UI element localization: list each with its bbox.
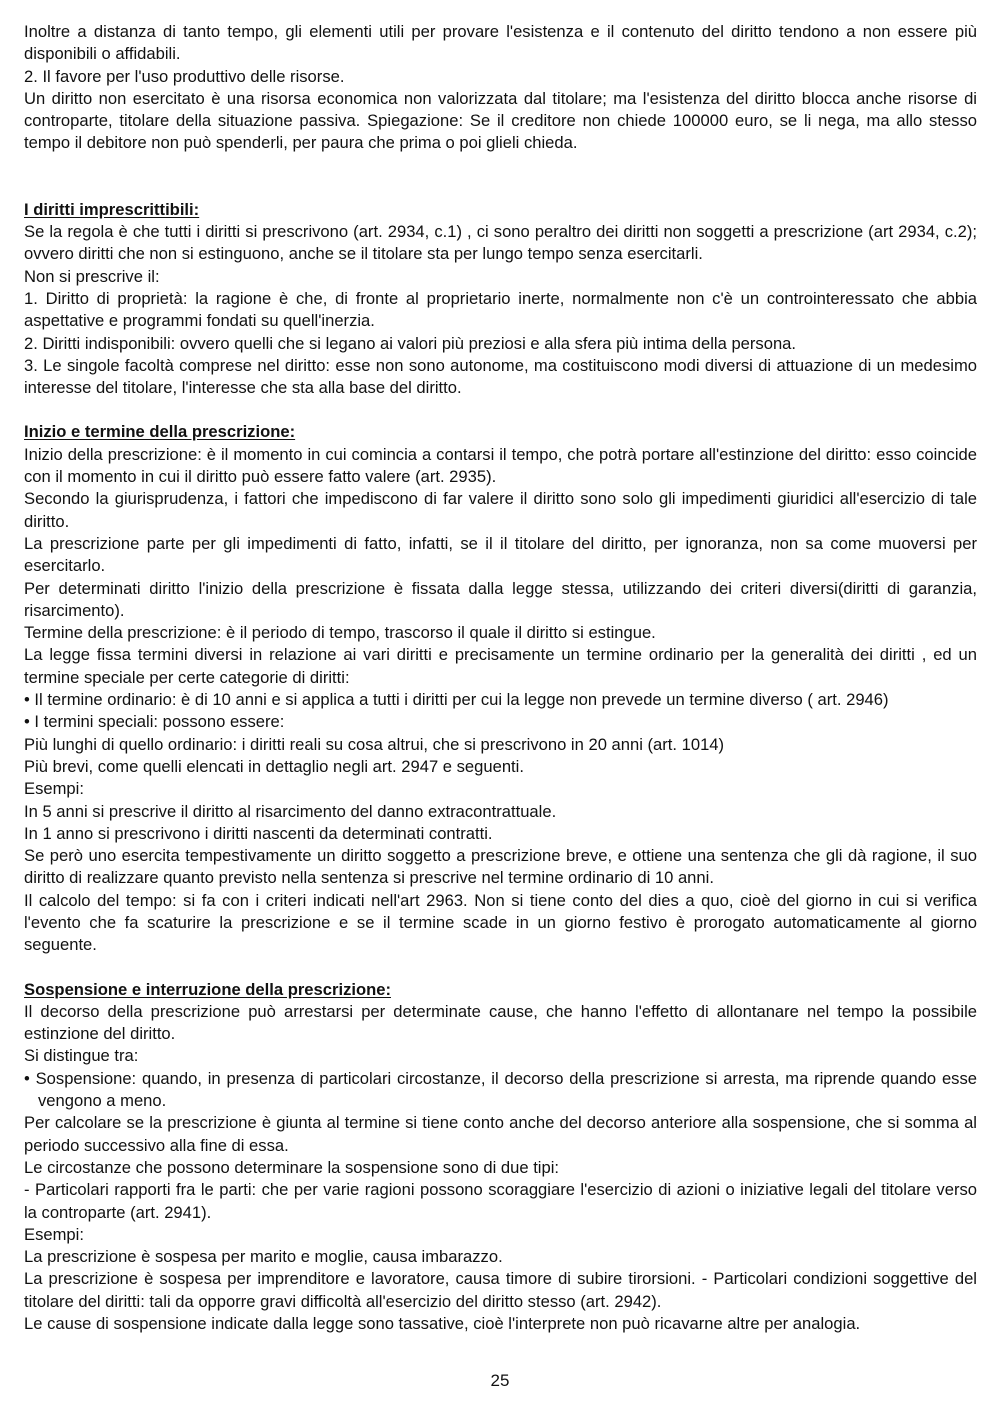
list-item: • Il termine ordinario: è di 10 anni e si applica a tutti i diritti per cui la legge non prevede un termine diverso ( art. 2946) (24, 690, 889, 710)
section-heading: Inizio e termine della prescrizione: (24, 422, 296, 442)
paragraph: La prescrizione è sospesa per marito e moglie, causa imbarazzo. (24, 1247, 503, 1267)
paragraph: La prescrizione è sospesa per imprenditore e lavoratore, causa timore di subire tirorsioni. - Particolari condizioni soggettive del titolare del diritti: tali da opporre gravi difficoltà all'esercizio del diritto stesso (art. 2942). (24, 1269, 977, 1311)
paragraph: In 1 anno si prescrivono i diritti nascenti da determinati contratti. (24, 823, 493, 843)
section-heading: I diritti imprescrittibili: (24, 199, 200, 219)
paragraph: Inoltre a distanza di tanto tempo, gli elementi utili per provare l'esistenza e il contenuto del diritto tendono a non essere più disponibili o affidabili. (24, 22, 977, 64)
paragraph: In 5 anni si prescrive il diritto al risarcimento del danno extracontrattuale. (24, 801, 557, 821)
paragraph: La legge fissa termini diversi in relazione ai vari diritti e precisamente un termine ordinario per la generalità dei diritti , ed un termine speciale per certe categorie di diritti: (24, 645, 977, 687)
list-item: • I termini speciali: possono essere: (24, 712, 285, 732)
paragraph: 2. Diritti indisponibili: ovvero quelli che si legano ai valori più preziosi e alla sfera più intima della persona. (24, 333, 797, 353)
paragraph: 3. Le singole facoltà comprese nel diritto: esse non sono autonome, ma costituiscono modi diversi di attuazione di un medesimo interesse del titolare, l'interesse che sta alla base del diritto. (24, 355, 977, 398)
paragraph: Un diritto non esercitato è una risorsa economica non valorizzata dal titolare; ma l'esistenza del diritto blocca anche risorse di controparte, titolare della situazione passiva. Spiegazione: Se il creditore non chiede 100000 euro, se li nega, ma allo stesso tempo il debitore non può spenderli, per paura che prima o poi glieli chieda. (24, 88, 977, 153)
paragraph: Le cause di sospensione indicate dalla legge sono tassative, cioè l'interprete non può ricavarne altre per analogia. (24, 1314, 861, 1334)
paragraph: Non si prescrive il: (24, 266, 160, 286)
paragraph: Il calcolo del tempo: si fa con i criteri indicati nell'art 2963. Non si tiene conto del dies a quo, cioè del giorno in cui si verifica l'evento che fa scaturire la prescrizione e se il termine scade in un giorno festivo è prorogato automaticamente al giorno seguente. (24, 890, 977, 955)
section-heading: Sospensione e interruzione della prescrizione: (24, 979, 391, 999)
paragraph: - Particolari rapporti fra le parti: che per varie ragioni possono scoraggiare l'esercizio di azioni o iniziative legali del titolare verso la controparte (art. 2941). (24, 1180, 977, 1222)
spacer (24, 399, 977, 421)
paragraph: Più lunghi di quello ordinario: i diritti reali su cosa altrui, che si prescrivono in 20 anni (art. 1014) (24, 734, 725, 754)
paragraph: Per determinati diritto l'inizio della prescrizione è fissata dalla legge stessa, utilizzando dei criteri diversi(diritti di garanzia, risarcimento). (24, 578, 977, 620)
spacer (24, 957, 977, 979)
paragraph: 2. Il favore per l'uso produttivo delle risorse. (24, 66, 345, 86)
document-page (24, 21, 977, 1335)
paragraph: Si distingue tra: (24, 1046, 139, 1066)
page-number: 25 (490, 1371, 510, 1390)
paragraph: Termine della prescrizione: è il periodo di tempo, trascorso il quale il diritto si estingue. (24, 623, 656, 643)
paragraph: Secondo la giurisprudenza, i fattori che impediscono di far valere il diritto sono solo gli impedimenti giuridici all'esercizio di tale diritto. (24, 489, 977, 531)
paragraph: Inizio della prescrizione: è il momento in cui comincia a contarsi il tempo, che potrà portare all'estinzione del diritto: esso coincide con il momento in cui il diritto può essere fatto valere (art. 2935). (24, 444, 977, 487)
paragraph: Le circostanze che possono determinare la sospensione sono di due tipi: (24, 1157, 560, 1177)
paragraph: 1. Diritto di proprietà: la ragione è che, di fronte al proprietario inerte, normalmente non c'è un controinteressato che abbia aspettative e programmi fondati su quell'inerzia. (24, 288, 977, 331)
paragraph: Se la regola è che tutti i diritti si prescrivono (art. 2934, c.1) , ci sono peraltro dei diritti non soggetti a prescrizione (art 2934, c.2); ovvero diritti che non si estinguono, anche se il titolare sta per lungo tempo senza esercitarli. (24, 222, 977, 264)
spacer (24, 155, 977, 199)
paragraph: Il decorso della prescrizione può arrestarsi per determinate cause, che hanno l'effetto di allontanare nel tempo la possibile estinzione del diritto. (24, 1001, 977, 1044)
paragraph: Più brevi, come quelli elencati in dettaglio negli art. 2947 e seguenti. (24, 756, 524, 776)
paragraph: Per calcolare se la prescrizione è giunta al termine si tiene conto anche del decorso anteriore alla sospensione, che si somma al periodo successivo alla fine di essa. (24, 1113, 977, 1155)
paragraph: La prescrizione parte per gli impedimenti di fatto, infatti, se il il titolare del diritto, per ignoranza, non sa come muoversi per esercitarlo. (24, 533, 977, 576)
paragraph: Esempi: (24, 779, 84, 799)
list-item: • Sospensione: quando, in presenza di particolari circostanze, il decorso della prescrizione si arresta, ma riprende quando esse vengono a meno. (24, 1068, 977, 1111)
paragraph: Esempi: (24, 1224, 84, 1244)
paragraph: Se però uno esercita tempestivamente un diritto soggetto a prescrizione breve, e ottiene una sentenza che gli dà ragione, il suo diritto di realizzare quanto previsto nella sentenza si prescrive nel termine ordinario di 10 anni. (24, 846, 977, 888)
